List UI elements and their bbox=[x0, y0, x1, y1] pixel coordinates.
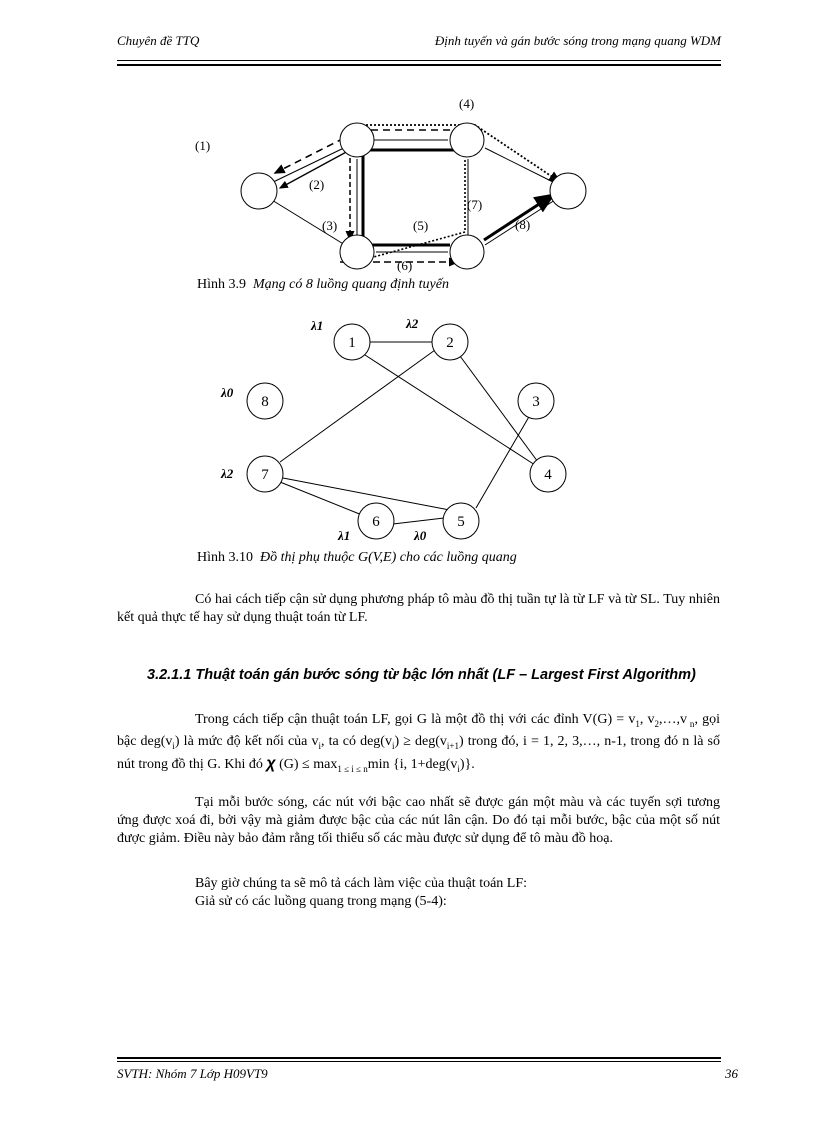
network-nodes bbox=[241, 123, 586, 269]
lf-step-paragraph: Tại mỗi bước sóng, các nút với bậc cao nhất sẽ được gán một màu và các tuyến sợi tương ứng được xoá đi, bởi vậy mà giảm được bậc của các nút lân cận. Do đó tại mỗi bước, bậc của một số nút được giảm. Điều này bảo đảm rằng tối thiểu số các màu được sử dụng để tô màu đồ hoạ. bbox=[117, 795, 720, 846]
lightpath-label-2: (2) bbox=[309, 177, 325, 192]
header-left: Chuyên đề TTQ bbox=[117, 33, 200, 48]
wavelength-label: λ0 bbox=[414, 528, 427, 543]
header-rule bbox=[117, 60, 721, 61]
network-figure bbox=[180, 90, 600, 280]
network-node bbox=[241, 173, 277, 209]
lightpath-label-6: (6) bbox=[397, 258, 413, 273]
wavelength-label: λ1 bbox=[338, 528, 351, 543]
graph-node-label: 8 bbox=[261, 394, 269, 410]
lightpath-label-8: (8) bbox=[515, 217, 531, 232]
footer-left: SVTH: Nhóm 7 Lớp H09VT9 bbox=[117, 1066, 268, 1081]
header-right: Định tuyến và gán bước sóng trong mạng quang WDM bbox=[434, 33, 721, 48]
section-heading: 3.2.1.1 Thuật toán gán bước sóng từ bậc lớn nhất (LF – Largest First Algorithm) bbox=[147, 667, 696, 683]
footer-rule-thick bbox=[117, 1057, 721, 1059]
network-node bbox=[450, 235, 484, 269]
physical-links bbox=[267, 140, 555, 252]
graph-node-label: 3 bbox=[532, 394, 540, 410]
lightpath-label-1: (1) bbox=[195, 138, 211, 153]
caption-number: Hình 3.10 bbox=[197, 550, 253, 565]
lightpath-label-7: (7) bbox=[467, 197, 483, 212]
network-node bbox=[340, 235, 374, 269]
figure-caption-3-9 bbox=[197, 277, 449, 293]
network-node bbox=[550, 173, 586, 209]
intro-paragraph: Có hai cách tiếp cận sử dụng phương pháp tô màu đồ thị tuần tự là từ LF và từ SL. Tuy nhiên kết quả thực tế hay sử dụng thuật toán từ LF. bbox=[117, 592, 720, 625]
lightpath-label-5: (5) bbox=[413, 218, 429, 233]
graph-node-label: 5 bbox=[457, 514, 465, 530]
wavelength-label: λ1 bbox=[311, 318, 324, 333]
network-node bbox=[450, 123, 484, 157]
graph-node-label: 7 bbox=[261, 467, 269, 483]
network-node bbox=[340, 123, 374, 157]
lf-definition-paragraph: Trong cách tiếp cận thuật toán LF, gọi G là một đồ thị với các đỉnh $V(G) = v_1$, $v_2,\dots,v$ $_n$, gọi bậc $deg(v_i)$ là mức độ kết nối của $v_i$, ta có $deg(v_i) \ge deg(v_{i+1})$ trong đó, i = 1, 2, 3,…, n-1, trong đó n là số nút trong đồ thị G. Khi đó χ $(G) \le \max_{1 \le i \le n}\min$ {i, $1+deg(v_i)$}. bbox=[117, 712, 720, 774]
caption-number: Hình 3.9 bbox=[197, 277, 246, 292]
footer-rule bbox=[117, 1061, 721, 1062]
dependency-graph bbox=[210, 310, 590, 550]
lf-intro-line: Bây giờ chúng ta sẽ mô tả cách làm việc của thuật toán LF: bbox=[195, 876, 528, 891]
lightpath-label-4: (4) bbox=[459, 96, 475, 111]
lf-example-line: Giả sử có các luồng quang trong mạng (5-4): bbox=[195, 894, 447, 909]
graph-nodes bbox=[247, 324, 566, 539]
header-rule-thick bbox=[117, 64, 721, 66]
graph-node-label: 2 bbox=[446, 335, 454, 351]
lightpaths bbox=[275, 125, 560, 262]
graph-edges bbox=[280, 342, 538, 524]
caption-text: Mạng có 8 luồng quang định tuyến bbox=[253, 277, 449, 292]
graph-node-label: 6 bbox=[372, 514, 380, 530]
graph-node-label: 1 bbox=[348, 335, 356, 351]
wavelength-label: λ0 bbox=[221, 385, 234, 400]
caption-text: Đồ thị phụ thuộc G(V,E) cho các luồng quang bbox=[260, 550, 517, 565]
lightpath-label-3: (3) bbox=[322, 218, 338, 233]
chi-symbol: χ bbox=[266, 754, 276, 772]
figure-caption-3-10 bbox=[197, 550, 517, 566]
wavelength-label: λ2 bbox=[406, 316, 419, 331]
wavelength-label: λ2 bbox=[221, 466, 234, 481]
graph-node-label: 4 bbox=[544, 467, 552, 483]
page-number: 36 bbox=[725, 1066, 738, 1081]
